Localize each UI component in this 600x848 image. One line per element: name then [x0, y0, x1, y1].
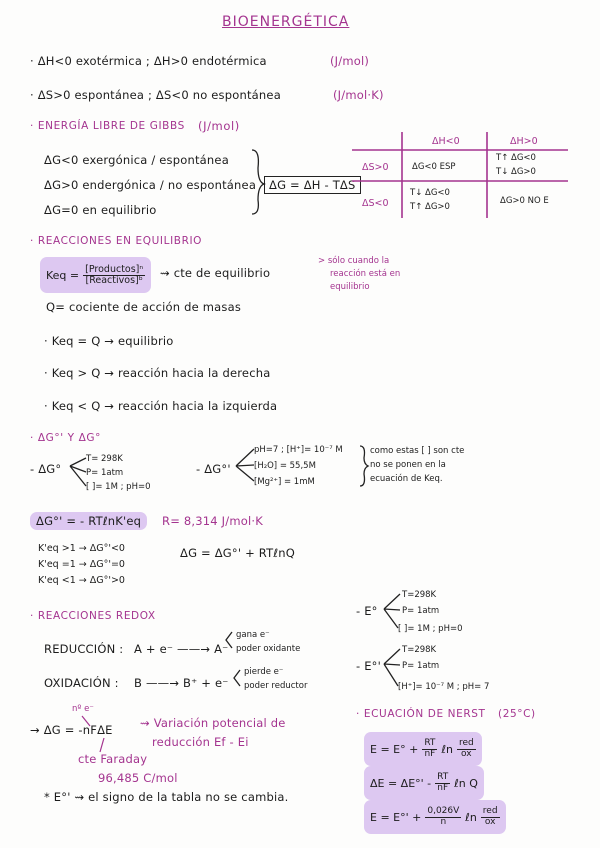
- g0p-cond-3: [Mg²⁺] = 1mM: [254, 477, 315, 487]
- table-col-dh-neg: ΔH<0: [432, 136, 460, 147]
- e0p-label: - E°': [356, 659, 381, 673]
- standard-eq-2: ΔG = ΔG°' + RTℓnQ: [180, 546, 296, 560]
- keq-case-2: K'eq =1 → ΔG°'=0: [38, 559, 125, 570]
- g0p-cond-1: pH=7 ; [H⁺]= 10⁻⁷ M: [254, 445, 343, 455]
- table-col-dh-pos: ΔH>0: [510, 136, 538, 147]
- g0p-label: - ΔG°': [196, 462, 231, 476]
- g0p-note-brace: [360, 446, 368, 486]
- entropy-unit: (J/mol·K): [333, 88, 384, 102]
- equilibrium-heading: · REACCIONES EN EQUILIBRIO: [30, 235, 203, 247]
- enthalpy-line: · ΔH<0 exotérmica ; ΔH>0 endotérmica: [30, 54, 267, 68]
- gibbs-item-2: ΔG>0 endergónica / no espontánea: [44, 178, 257, 192]
- e0p-cond-2: P= 1atm: [402, 661, 440, 671]
- nernst-3-lhs: E = E°' +: [370, 810, 422, 824]
- nernst-1-red: red: [458, 738, 474, 749]
- nernst-2-num: RT: [437, 772, 449, 783]
- table-cell-12a: T↑ ΔG<0: [496, 153, 536, 163]
- gibbs-item-1: ΔG<0 exergónica / espontánea: [44, 153, 229, 167]
- redox-heading: · REACCIONES REDOX: [30, 610, 156, 622]
- keq-cte-label: ⇝ cte de equilibrio: [160, 266, 271, 280]
- oxidation-note-1: pierde e⁻: [244, 667, 284, 677]
- r-constant: R= 8,314 J/mol·K: [162, 514, 263, 528]
- faraday-label: cte Faraday: [78, 752, 148, 766]
- keq-case-3: K'eq <1 → ΔG°'>0: [38, 575, 125, 586]
- g0p-branch: [236, 449, 254, 481]
- nernst-3-den: n: [440, 816, 447, 827]
- keq-note-1: > sólo cuando la: [318, 256, 390, 266]
- variation-note-2: reducción Ef - Ei: [152, 735, 249, 749]
- table-cell-21a: T↓ ΔG<0: [410, 188, 450, 198]
- table-cell-21b: T↑ ΔG>0: [410, 202, 450, 212]
- standard-heading: · ΔG°' Y ΔG°: [30, 432, 101, 444]
- table-cell-12b: T↓ ΔG>0: [496, 167, 536, 177]
- reduction-note-2: poder oxidante: [236, 644, 301, 654]
- reduction-label: REDUCCIÓN :: [44, 642, 124, 656]
- gibbs-heading: · ENERGÍA LIBRE DE GIBBS: [30, 120, 185, 132]
- g0p-note-2: no se ponen en la: [370, 460, 446, 470]
- g0p-note-3: ecuación de Keq.: [370, 474, 443, 484]
- e0p-branch: [384, 649, 400, 686]
- redox-dg-equation: → ΔG = -nFΔE: [30, 723, 113, 737]
- nernst-3-num: 0,026V: [427, 806, 460, 817]
- reduction-note-1: gana e⁻: [236, 630, 270, 640]
- nernst-2-lhs: ΔE = ΔE°' -: [370, 776, 432, 790]
- gibbs-unit: (J/mol): [198, 119, 240, 133]
- nernst-1-lhs: E = E° +: [370, 742, 419, 756]
- nernst-temp: (25°C): [498, 708, 536, 720]
- oxidation-note-2: poder reductor: [244, 681, 308, 691]
- e0-cond-1: T=298K: [402, 590, 437, 600]
- standard-eq-1: ΔG°' = - RTℓnK'eq: [30, 512, 147, 530]
- entropy-line: · ΔS>0 espontánea ; ΔS<0 no espontánea: [30, 88, 281, 102]
- nernst-1-num: RT: [424, 738, 436, 749]
- nernst-formula-1: [364, 732, 482, 766]
- nernst-heading: · ECUACIÓN DE NERST: [356, 708, 486, 720]
- nernst-1-ln: ℓn: [441, 742, 453, 756]
- e0p-cond-1: T=298K: [402, 645, 437, 655]
- g0p-cond-2: [H₂O] = 55,5M: [254, 461, 316, 471]
- nernst-formula-2: [364, 766, 484, 800]
- faraday-value: 96,485 C/mol: [98, 771, 178, 785]
- keq-numerator: [Productos]ⁿ: [85, 263, 144, 275]
- e0-cond-3: [ ]= 1M ; pH=0: [398, 624, 463, 634]
- gibbs-formula: ΔG = ΔH - TΔS: [264, 176, 361, 194]
- keq-rule-1: · Keq = Q → equilibrio: [44, 334, 174, 348]
- keq-rule-2: · Keq > Q → reacción hacia la derecha: [44, 366, 271, 380]
- keq-label: Keq =: [46, 268, 80, 282]
- g0-branch: [70, 458, 86, 486]
- nernst-1-ox: ox: [461, 748, 472, 759]
- nernst-2-den: nF: [437, 782, 449, 793]
- nernst-3-ln: ℓn: [465, 810, 477, 824]
- nernst-formula-3: [364, 800, 506, 834]
- table-cell-11: ΔG<0 ESP: [412, 162, 456, 172]
- keq-case-1: K'eq >1 → ΔG°'<0: [38, 543, 125, 554]
- enthalpy-unit: (J/mol): [330, 54, 370, 68]
- nernst-3-red: red: [482, 806, 498, 817]
- oxidation-equation: B ——→ B⁺ + e⁻: [134, 676, 229, 690]
- gibbs-item-3: ΔG=0 en equilibrio: [44, 203, 157, 217]
- q-definition: Q= cociente de acción de masas: [46, 300, 242, 314]
- table-cell-22: ΔG>0 NO E: [500, 196, 549, 206]
- keq-note-2: reacción está en: [330, 269, 401, 279]
- variation-note-1: ⇝ Variación potencial de: [140, 716, 286, 730]
- keq-rule-3: · Keq < Q → reacción hacia la izquierda: [44, 399, 278, 413]
- g0-cond-1: T= 298K: [86, 454, 123, 464]
- e0p-cond-3: [H⁺]= 10⁻⁷ M ; pH= 7: [398, 682, 490, 692]
- keq-expression: [40, 257, 151, 293]
- oxidation-bracket: [234, 670, 240, 686]
- keq-denominator: [Reactivos]ᵇ: [85, 274, 143, 286]
- electron-count-note: nº e⁻: [72, 704, 94, 714]
- g0-cond-2: P= 1atm: [86, 468, 124, 478]
- g0-cond-3: [ ]= 1M ; pH=0: [86, 482, 151, 492]
- table-row-ds-neg: ΔS<0: [362, 198, 389, 209]
- reduction-equation: A + e⁻ ——→ A⁻: [134, 642, 229, 656]
- e0-cond-2: P= 1atm: [402, 606, 440, 616]
- keq-note-3: equilibrio: [330, 282, 370, 292]
- g0-label: - ΔG°: [30, 462, 62, 476]
- e0-branch: [384, 594, 400, 628]
- faraday-arrow: [100, 738, 104, 752]
- e0p-sign-note: * E°' ⇝ el signo de la tabla no se cambia.: [44, 790, 289, 804]
- g0p-note-1: como estas [ ] son cte: [370, 446, 465, 456]
- nernst-2-ln-q: ℓn Q: [454, 776, 478, 790]
- table-row-ds-pos: ΔS>0: [362, 162, 389, 173]
- nernst-3-ox: ox: [484, 816, 496, 827]
- e0-label: - E°: [356, 604, 378, 618]
- page-title: BIOENERGÉTICA: [222, 14, 350, 30]
- nernst-1-den: nF: [424, 748, 436, 759]
- oxidation-label: OXIDACIÓN :: [44, 676, 119, 690]
